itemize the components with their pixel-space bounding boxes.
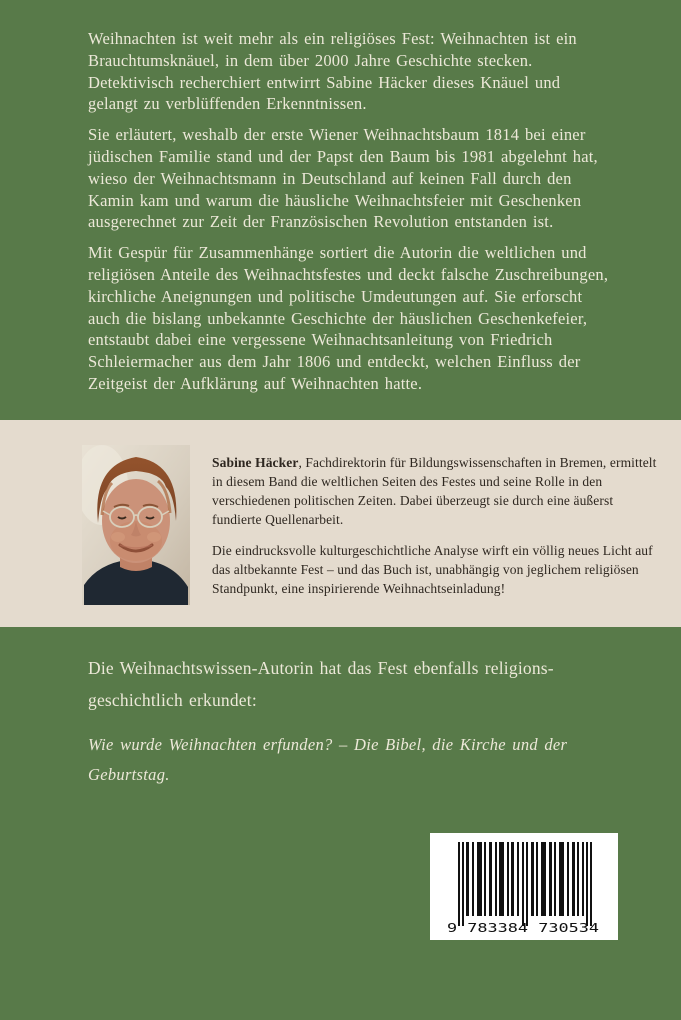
blurb-paragraph-3: Mit Gespür für Zusammenhänge sortiert die Autorin die weltlichen und religiösen Anteile des Weihnachtsfestes und deckt falsche Zuschreibungen, kirchliche Aneignungen und politische Umdeutungen auf. Sie erforscht auch die bislang unbekannte Geschichte der häuslichen Geschenkefeier, entstaubt dabei eine vergessene Weihnachtsanleitung von Friedrich Schleiermacher aus dem Jahr 1806 und entdeckt, welchen Einfluss der Zeitgeist der Aufklärung auf Weihnachten hatte. (88, 243, 609, 393)
author-bio-paragraph-1 (212, 453, 658, 529)
author-name: Sabine Häcker (212, 455, 299, 470)
author-band (0, 420, 681, 627)
promo-text (88, 652, 648, 716)
barcode-bars (444, 838, 604, 936)
promo-section (88, 652, 648, 790)
blurb-paragraph-2: Sie erläutert, weshalb der erste Wiener Weihnachtsbaum 1814 bei einer jüdischen Familie stand und der Papst den Baum bis 1981 abgelehnt hat, wieso der Weihnachtsmann in Deutschland auf keinen Fall durch den Kamin kam und warum die häusliche Weihnachtsfeier mit Geschenken ausgerechnet zur Zeit der Französischen Revolution entstanden ist. (88, 125, 598, 232)
author-bio-paragraph-2: Die eindrucksvolle kulturgeschichtliche Analyse wirft ein völlig neues Licht auf das altbekannte Fest – und das Buch ist, unabhängig von jeglichem religiösen Standpunkt, eine inspirierende Weihnachtseinladung! (212, 543, 653, 596)
blurb-section (88, 28, 612, 404)
author-photo (82, 445, 190, 605)
author-bio-text: , Fachdirektorin für Bildungswissenschaften in Bremen, ermittelt in diesem Band die weltlichen Seiten des Festes und seine Rolle in den verschiedenen politischen Zeiten. Dabei überzeugt sie durch eine äußerst fundierte Quellenarbeit. (212, 455, 657, 527)
blurb-paragraph-1: Weihnachten ist weit mehr als ein religiöses Fest: Weihnachten ist ein Brauchtumsknäuel, in dem über 2000 Jahre Geschichte stecken. Detektivisch recherchiert entwirrt Sabine Häcker dieses Knäuel und gelangt zu verblüffenden Erkenntnissen. (88, 29, 577, 114)
barcode-digits: 9 783384 730534 (447, 920, 599, 935)
barcode (430, 833, 618, 940)
author-bio (212, 453, 658, 610)
promo-line-2: geschichtlich erkundet: (88, 690, 257, 710)
related-book-title: Wie wurde Weihnachten erfunden? – Die Bibel, die Kirche und der Geburtstag. (88, 735, 568, 784)
promo-line-1: Die Weihnachtswissen-Autorin hat das Fest ebenfalls religions- (88, 658, 554, 678)
